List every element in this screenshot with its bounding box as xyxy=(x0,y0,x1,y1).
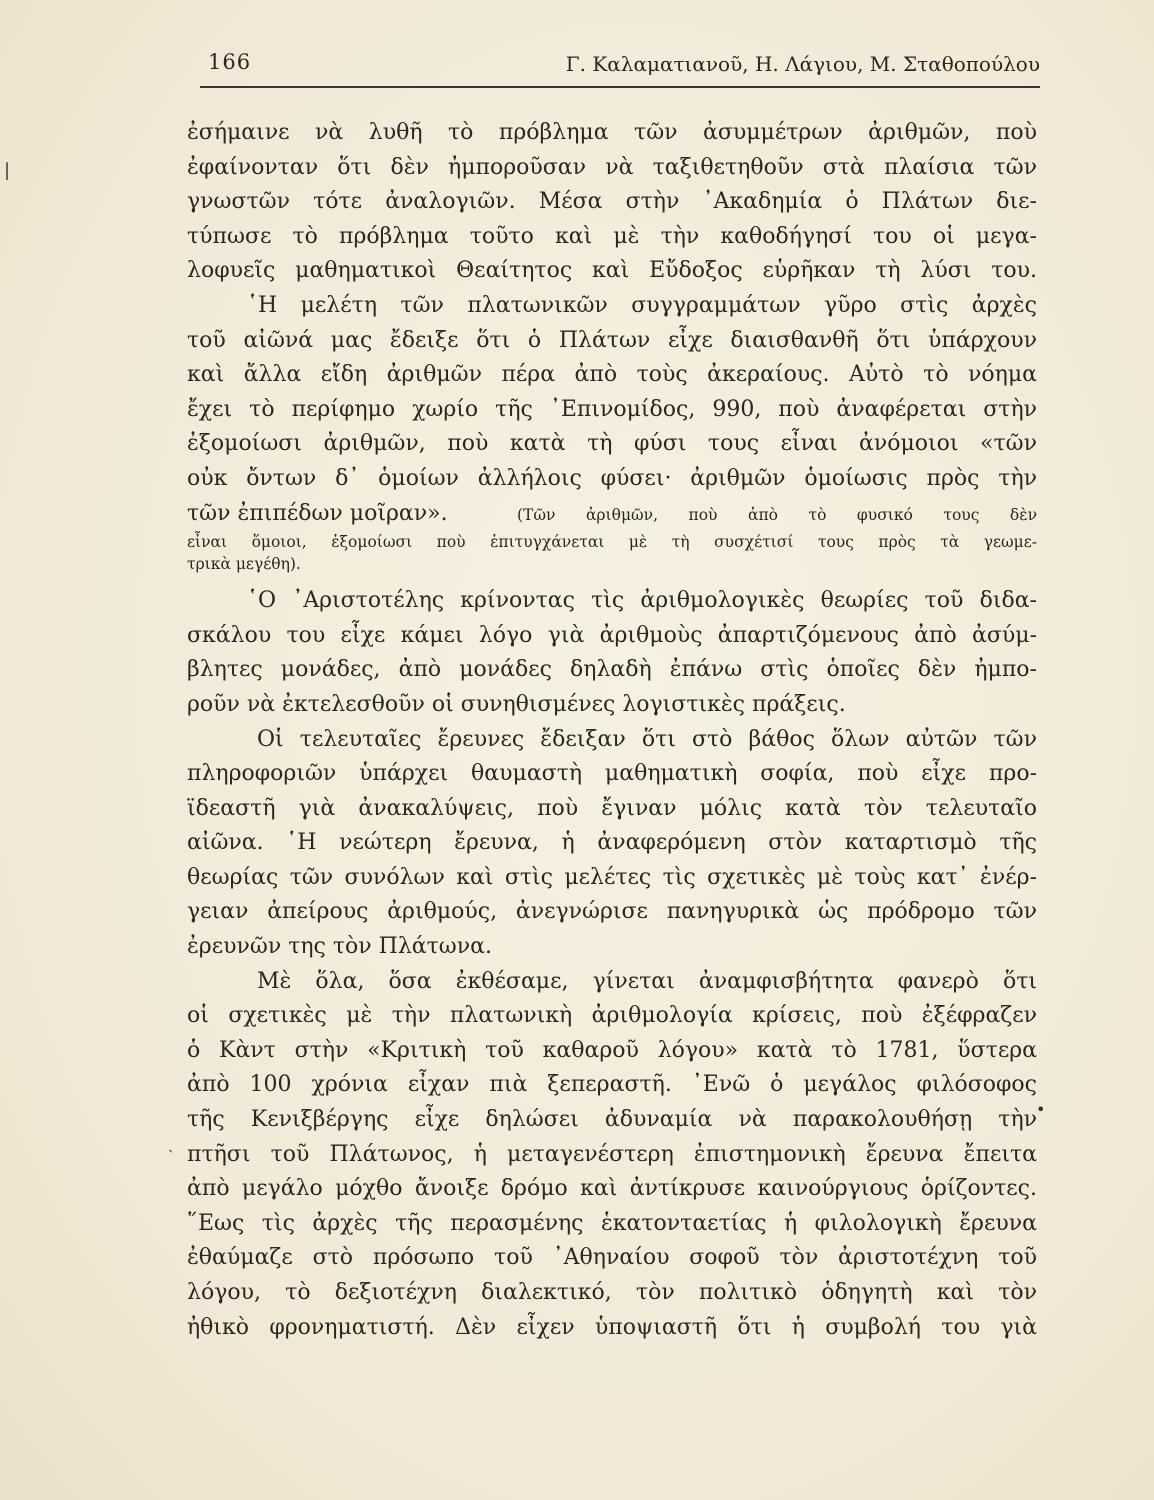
text-line: τῆς Κενιξβέργης εἶχε δηλώσει ἀδυναμία νὰ παρακολουθήσῃ τὴν xyxy=(187,1107,1037,1133)
paragraph-1 xyxy=(187,116,1037,289)
text-line: πτῆσι τοῦ Πλάτωνος, ἡ μεταγενέστερη ἐπιστημονικὴ ἔρευνα ἔπειτα xyxy=(187,1141,1037,1167)
text-line: Οἱ τελευταῖες ἔρευνες ἔδειξαν ὅτι στὸ βάθος ὅλων αὐτῶν τῶν xyxy=(257,726,1037,752)
text-line: ροῦν νὰ ἐκτελεσθοῦν οἱ συνηθισμένες λογιστικὲς πράξεις. xyxy=(187,691,846,717)
paragraph-5 xyxy=(187,965,1037,1207)
text-line: θεωρίας τῶν συνόλων καὶ στὶς μελέτες τὶς σχετικὲς μὲ τοὺς κατ᾿ ἐνέρ- xyxy=(187,864,1037,890)
paragraph-3 xyxy=(187,584,1037,722)
text-line: γειαν ἀπείρους ἀριθμούς, ἀνεγνώρισε πανηγυρικὰ ὡς πρόδρομο τῶν xyxy=(187,899,1037,925)
page-header xyxy=(200,48,1040,84)
text-line: οἱ σχετικὲς μὲ τὴν πλατωνικὴ ἀριθμολογία κρίσεις, ποὺ ἐξέφραζεν xyxy=(187,1003,1037,1029)
text-line: καὶ ἄλλα εἴδη ἀριθμῶν πέρα ἀπὸ τοὺς ἀκεραίους. Αὐτὸ τὸ νόημα xyxy=(187,362,1037,388)
text-line: οὐκ ὄντων δ᾿ ὁμοίων ἀλλήλοις φύσει· ἀριθμῶν ὁμοίωσις πρὸς τὴν xyxy=(187,465,1037,491)
paragraph-gap xyxy=(187,575,1037,584)
paragraph-6 xyxy=(187,1207,1037,1345)
text-line: Μὲ ὅλα, ὅσα ἐκθέσαμε, γίνεται ἀναμφισβήτητα φανερὸ ὅτι xyxy=(257,968,1037,994)
text-line: ἐφαίνονταν ὅτι δὲν ἠμποροῦσαν νὰ ταξιθετηθοῦν στὰ πλαίσια τῶν xyxy=(187,154,1037,180)
margin-tick-mark: ˎ xyxy=(168,1134,174,1153)
text-line: τοῦ αἰῶνά μας ἔδειξε ὅτι ὁ Πλάτων εἶχε διαισθανθῆ ὅτι ὑπάρχουν xyxy=(187,327,1037,353)
text-line: ἐσήμαινε νὰ λυθῆ τὸ πρόβλημα τῶν ἀσυμμέτρων ἀριθμῶν, ποὺ xyxy=(187,120,1037,145)
header-rule xyxy=(200,86,1040,88)
text-line: γνωστῶν τότε ἀναλογιῶν. Μέσα στὴν ᾿Ακαδημία ὁ Πλάτων διε- xyxy=(187,189,1037,215)
text-line: ἠθικὸ φρονηματιστή. Δὲν εἶχεν ὑποψιαστῆ ὅτι ἡ συμβολή του γιὰ xyxy=(187,1314,1037,1340)
text-line: ὁ Κὰντ στὴν «Κριτικὴ τοῦ καθαροῦ λόγου» κατὰ τὸ 1781, ὕστερα xyxy=(187,1037,1037,1063)
text-line-with-note xyxy=(187,497,1037,532)
text-line: ἀπὸ 100 χρόνια εἶχαν πιὰ ξεπεραστῆ. ᾿Ενῶ ὁ μεγάλος φιλόσοφος xyxy=(187,1072,1037,1098)
margin-dot-mark: • xyxy=(1036,1100,1046,1119)
text-line: ῾Η μελέτη τῶν πλατωνικῶν συγγραμμάτων γῦρο στὶς ἀρχὲς xyxy=(247,292,1037,318)
body-text xyxy=(187,116,1037,1345)
paragraph-2 xyxy=(187,289,1037,575)
text-line: ἐξομοίωσι ἀριθμῶν, ποὺ κατὰ τὴ φύσι τους εἶναι ἀνόμοιοι «τῶν xyxy=(187,431,1037,457)
page-number: 166 xyxy=(208,50,252,74)
text-line: πληροφοριῶν ὑπάρχει θαυμαστὴ μαθηματικὴ σοφία, ποὺ εἶχε προ- xyxy=(187,761,1037,787)
margin-bar-mark: | xyxy=(4,160,11,181)
text-line: λοφυεῖς μαθηματικοὶ Θεαίτητος καὶ Εὔδοξος εὑρῆκαν τὴ λύσι του. xyxy=(187,258,1037,284)
text-line: σκάλου του εἶχε κάμει λόγο γιὰ ἀριθμοὺς ἀπαρτιζόμενους ἀπὸ ἀσύμ- xyxy=(187,622,1037,648)
text-line: λόγου, τὸ δεξιοτέχνη διαλεκτικό, τὸν πολιτικὸ ὁδηγητὴ καὶ τὸν xyxy=(187,1280,1037,1305)
text-line: τύπωσε τὸ πρόβλημα τοῦτο καὶ μὲ τὴν καθοδήγησί του οἱ μεγα- xyxy=(187,223,1037,249)
paragraph-4 xyxy=(187,723,1037,965)
text-line: αἰῶνα. ῾Η νεώτερη ἔρευνα, ἡ ἀναφερόμενη στὸν καταρτισμὸ τῆς xyxy=(187,830,1037,856)
text-line: ἀπὸ μεγάλο μόχθο ἄνοιξε δρόμο καὶ ἀντίκρυσε καινούργιους ὁρίζοντες. xyxy=(187,1176,1037,1202)
text-line: ἐρευνῶν της τὸν Πλάτωνα. xyxy=(187,934,492,960)
text-line: ῞Εως τὶς ἀρχὲς τῆς περασμένης ἑκατονταετίας ἡ φιλολογικὴ ἔρευνα xyxy=(187,1210,1037,1236)
text-line: ῾Ο ᾿Αριστοτέλης κρίνοντας τὶς ἀριθμολογικὲς θεωρίες τοῦ διδα- xyxy=(247,588,1037,614)
quote-end: τῶν ἐπιπέδων μοῖραν». xyxy=(187,500,448,526)
text-line: ϊδεαστῆ γιὰ ἀνακαλύψεις, ποὺ ἔγιναν μόλις κατὰ τὸν τελευταῖο xyxy=(187,795,1037,821)
translation-note-start: (Τῶν ἀριθμῶν, ποὺ ἀπὸ τὸ φυσικό τους δὲν xyxy=(517,505,1037,524)
translation-note-line: τρικὰ μεγέθη). xyxy=(187,555,301,574)
running-title: Γ. Καλαματιανοῦ, Η. Λάγιου, Μ. Σταθοπούλου xyxy=(565,52,1040,76)
text-line: ἐθαύμαζε στὸ πρόσωπο τοῦ ᾿Αθηναίου σοφοῦ τὸν ἀριστοτέχνη τοῦ xyxy=(187,1245,1037,1271)
text-line: ἔχει τὸ περίφημο χωρίο τῆς ᾿Επινομίδος, 990, ποὺ ἀναφέρεται στὴν xyxy=(187,396,1037,422)
text-line: βλητες μονάδες, ἀπὸ μονάδες δηλαδὴ ἐπάνω στὶς ὁποῖες δὲν ἠμπο- xyxy=(187,657,1037,683)
translation-note-line: εἶναι ὅμοιοι, ἐξομοίωσι ποὺ ἐπιτυγχάνεται μὲ τὴ συσχέτισί τους πρὸς τὰ γεωμε- xyxy=(187,533,1037,552)
